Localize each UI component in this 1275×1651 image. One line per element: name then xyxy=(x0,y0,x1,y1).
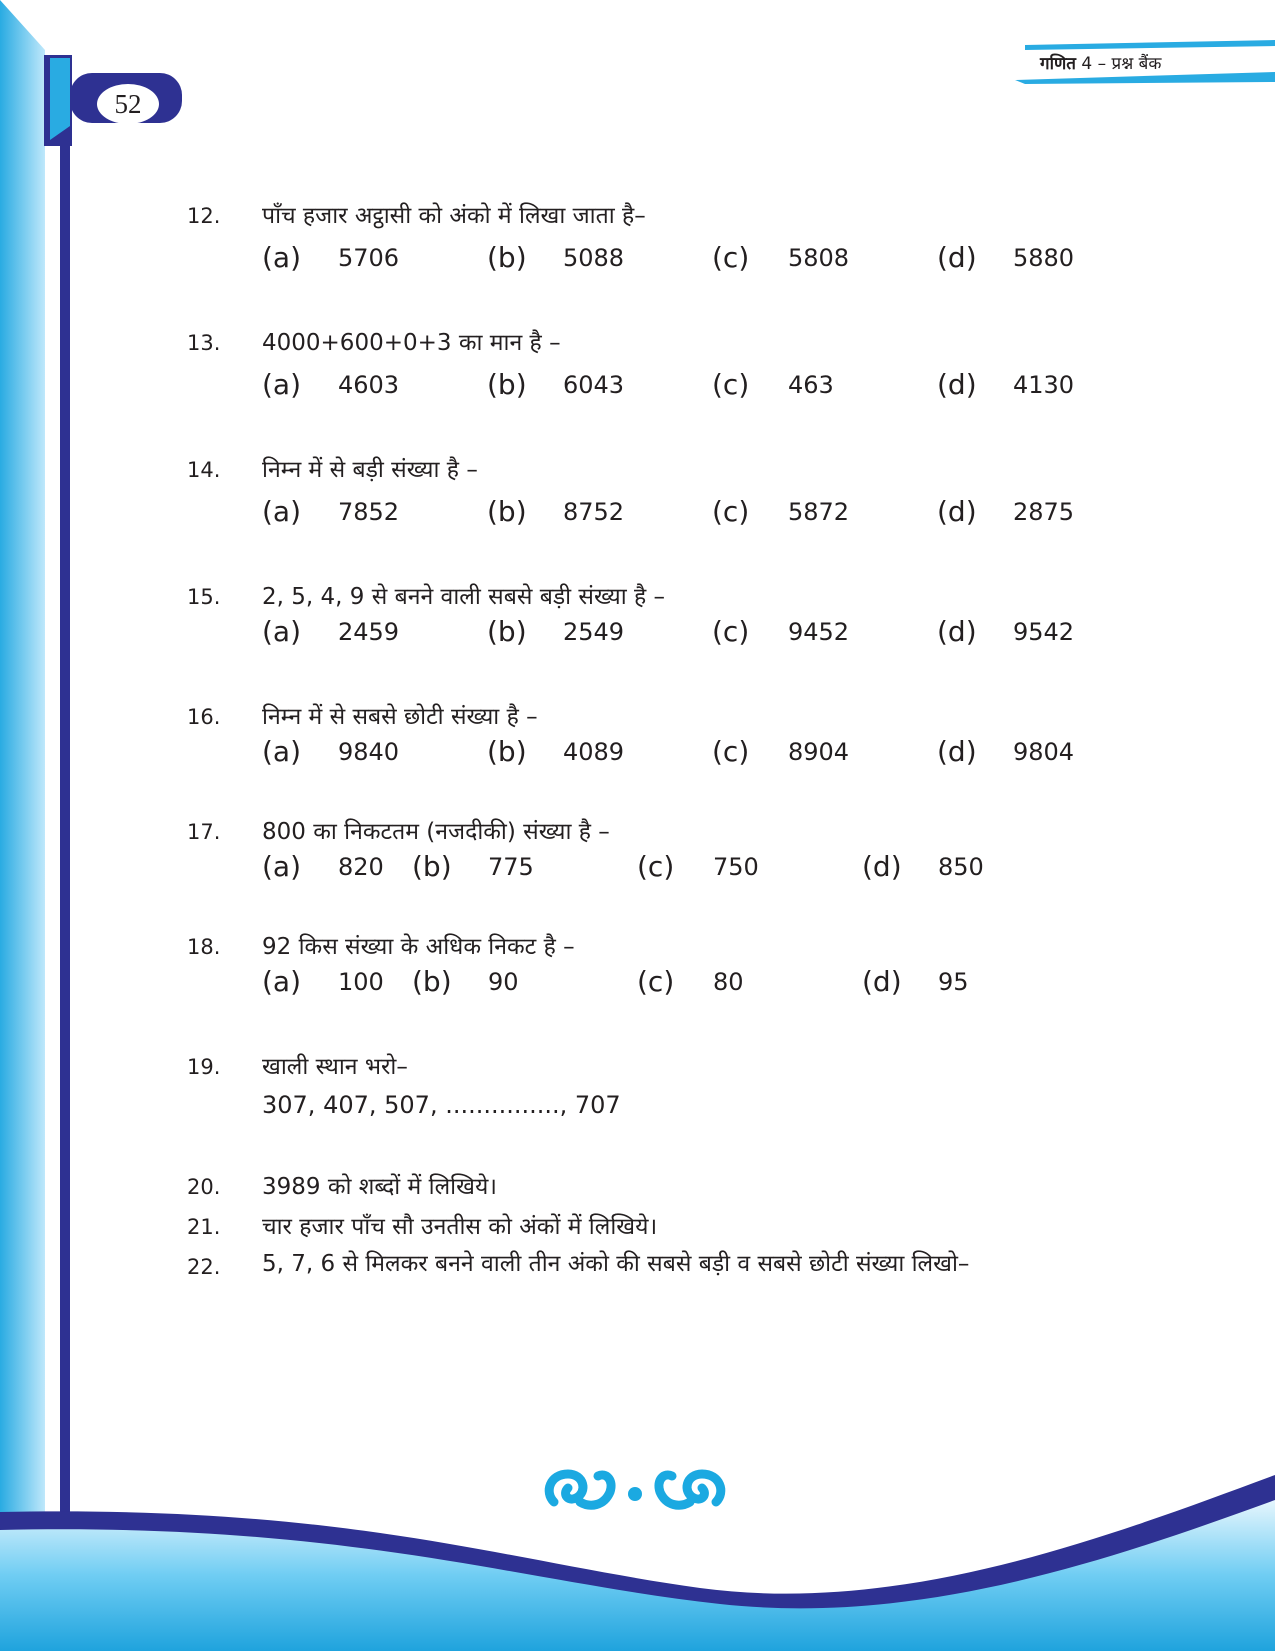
option-label: (d) xyxy=(937,735,977,768)
option-value: 9452 xyxy=(788,618,850,646)
option-value: 8752 xyxy=(563,498,625,526)
option-label: (c) xyxy=(712,368,750,401)
question-text: 4000+600+0+3 का मान है – xyxy=(262,330,561,356)
option-label: (a) xyxy=(262,850,302,883)
option-label: (d) xyxy=(862,850,902,883)
question-text: खाली स्थान भरो– xyxy=(262,1054,408,1080)
option-value: 100 xyxy=(338,968,384,996)
question-number: 17. xyxy=(187,820,221,844)
option-value: 820 xyxy=(338,853,384,881)
option-value: 850 xyxy=(938,853,984,881)
page-number: 52 xyxy=(97,84,159,124)
question-text: निम्न में से सबसे छोटी संख्या है – xyxy=(262,704,538,730)
option-value: 95 xyxy=(938,968,969,996)
question-text: 800 का निकटतम (नजदीकी) संख्या है – xyxy=(262,819,610,845)
option-label: (b) xyxy=(487,368,527,401)
option-value: 4130 xyxy=(1013,371,1075,399)
option-value: 5088 xyxy=(563,244,625,272)
question-text: 3989 को शब्दों में लिखिये। xyxy=(262,1174,498,1200)
option-label: (c) xyxy=(637,850,675,883)
option-value: 90 xyxy=(488,968,519,996)
option-value: 5872 xyxy=(788,498,850,526)
decorative-ornament-icon xyxy=(540,1462,730,1518)
option-label: (a) xyxy=(262,965,302,998)
option-value: 2549 xyxy=(563,618,625,646)
header-book: प्रश्न बैंक xyxy=(1111,54,1162,74)
question-number: 19. xyxy=(187,1055,221,1079)
option-value: 5808 xyxy=(788,244,850,272)
option-label: (b) xyxy=(487,241,527,274)
question-number: 20. xyxy=(187,1175,221,1199)
question-number: 16. xyxy=(187,705,221,729)
option-value: 9804 xyxy=(1013,738,1075,766)
question-number: 12. xyxy=(187,204,221,228)
option-value: 6043 xyxy=(563,371,625,399)
question-number: 21. xyxy=(187,1215,221,1239)
question-text: चार हजार पाँच सौ उनतीस को अंकों में लिखिये। xyxy=(262,1214,658,1240)
option-value: 775 xyxy=(488,853,534,881)
option-label: (c) xyxy=(712,735,750,768)
option-label: (d) xyxy=(937,495,977,528)
header-grade: 4 xyxy=(1081,54,1093,74)
option-value: 5706 xyxy=(338,244,400,272)
fill-in-sequence: 307, 407, 507, ..............., 707 xyxy=(262,1091,621,1119)
question-text: निम्न में से बड़ी संख्या है – xyxy=(262,457,478,483)
question-text: पाँच हजार अट्ठासी को अंको में लिखा जाता है– xyxy=(262,203,646,229)
option-label: (b) xyxy=(412,965,452,998)
option-label: (b) xyxy=(487,735,527,768)
option-value: 7852 xyxy=(338,498,400,526)
question-number: 13. xyxy=(187,331,221,355)
question-number: 14. xyxy=(187,458,221,482)
option-label: (d) xyxy=(937,241,977,274)
option-label: (c) xyxy=(712,615,750,648)
option-label: (a) xyxy=(262,241,302,274)
header-separator: – xyxy=(1097,54,1107,74)
question-number: 18. xyxy=(187,935,221,959)
option-value: 4089 xyxy=(563,738,625,766)
question-number: 22. xyxy=(187,1255,221,1279)
question-text: 5, 7, 6 से मिलकर बनने वाली तीन अंको की सबसे बड़ी व सबसे छोटी संख्या लिखो– xyxy=(262,1251,970,1277)
option-value: 2875 xyxy=(1013,498,1075,526)
option-label: (c) xyxy=(712,241,750,274)
header-subject: गणित xyxy=(1040,54,1076,74)
option-label: (c) xyxy=(637,965,675,998)
option-value: 9542 xyxy=(1013,618,1075,646)
option-label: (a) xyxy=(262,368,302,401)
option-label: (a) xyxy=(262,495,302,528)
option-value: 9840 xyxy=(338,738,400,766)
question-number: 15. xyxy=(187,585,221,609)
option-label: (b) xyxy=(487,615,527,648)
option-value: 5880 xyxy=(1013,244,1075,272)
option-label: (c) xyxy=(712,495,750,528)
option-label: (a) xyxy=(262,615,302,648)
option-label: (a) xyxy=(262,735,302,768)
header-title xyxy=(1040,51,1161,74)
option-label: (d) xyxy=(937,368,977,401)
option-value: 2459 xyxy=(338,618,400,646)
option-label: (d) xyxy=(862,965,902,998)
option-label: (d) xyxy=(937,615,977,648)
option-value: 4603 xyxy=(338,371,400,399)
option-value: 750 xyxy=(713,853,759,881)
option-value: 80 xyxy=(713,968,744,996)
option-value: 463 xyxy=(788,371,834,399)
option-label: (b) xyxy=(412,850,452,883)
question-text: 2, 5, 4, 9 से बनने वाली सबसे बड़ी संख्या है – xyxy=(262,584,666,610)
question-text: 92 किस संख्या के अधिक निकट है – xyxy=(262,934,575,960)
option-label: (b) xyxy=(487,495,527,528)
option-value: 8904 xyxy=(788,738,850,766)
